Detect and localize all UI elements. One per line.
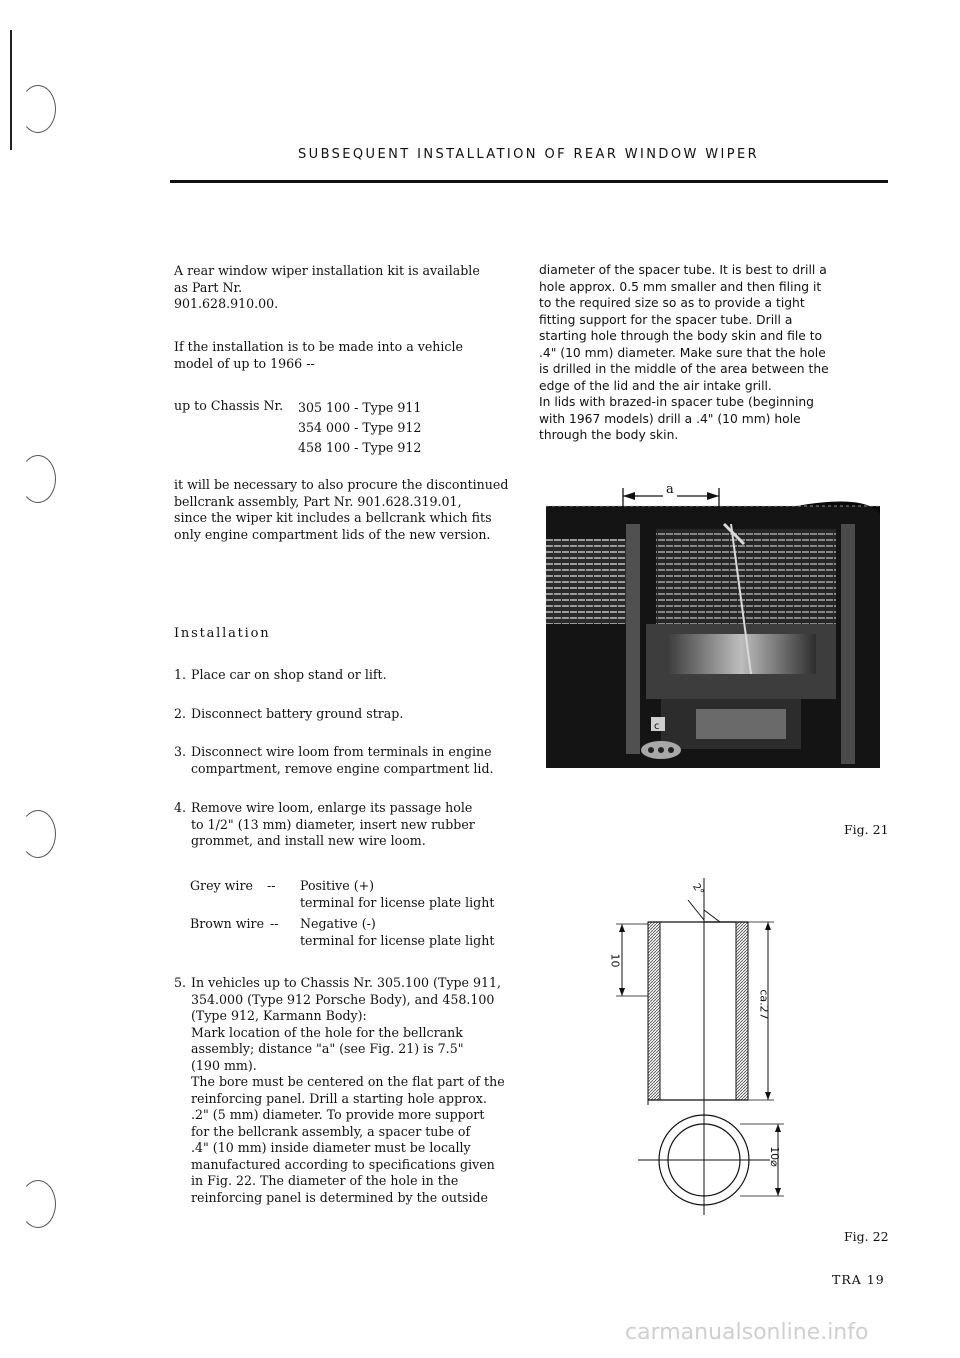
right-line: edge of the lid and the air intake grill. (539, 378, 772, 393)
wire-grey-desc (300, 878, 494, 911)
fig22-svg (608, 870, 828, 1230)
step-number: 4. (174, 800, 187, 815)
wire-grey-dash: -- (267, 878, 276, 893)
chassis-item: 458 100 - Type 912 (298, 440, 422, 455)
fig21-photo (546, 484, 880, 768)
fig21-photo-svg (546, 484, 880, 768)
step-text: grommet, and install new wire loom. (191, 833, 426, 848)
step-text: for the bellcrank assembly, a spacer tube of (191, 1123, 471, 1139)
if-line: If the installation is to be made into a vehicle (174, 339, 463, 354)
step-text: 354.000 (Type 912 Porsche Body), and 458.100 (191, 991, 495, 1007)
step-text: Place car on shop stand or lift. (191, 667, 387, 682)
intro-line: 901.628.910.00. (174, 296, 279, 311)
dimension-label-a: a (666, 482, 674, 497)
procure-line: only engine compartment lids of the new version. (174, 526, 491, 542)
fig22-drawing (608, 870, 828, 1230)
wire-grey-name: Grey wire (190, 878, 253, 893)
step-3 (174, 744, 534, 777)
step-text: Mark location of the hole for the bellcrank (191, 1024, 463, 1040)
photo-label-c: c (654, 721, 660, 732)
dim-angle: 2° (690, 881, 706, 898)
binder-hole (20, 1180, 56, 1228)
wire-brown-dash: -- (270, 916, 279, 931)
section-heading: Installation (174, 626, 271, 641)
fig21-caption: Fig. 21 (844, 822, 889, 837)
dim-10-diameter: 10⌀ (767, 1146, 781, 1167)
wire-desc-line: terminal for license plate light (300, 894, 495, 910)
step-text: reinforcing panel is determined by the outside (191, 1189, 489, 1205)
chassis-label: up to Chassis Nr. (174, 398, 284, 413)
step-text: reinforcing panel. Drill a starting hole approx. (191, 1090, 487, 1106)
right-line: hole approx. 0.5 mm smaller and then filing it (539, 279, 822, 294)
right-line: starting hole through the body skin and file to (539, 329, 823, 343)
intro-line: A rear window wiper installation kit is available (174, 263, 480, 278)
step-text: .2" (5 mm) diameter. To provide more support (191, 1107, 485, 1122)
step-text: (190 mm). (191, 1057, 257, 1073)
step-text: in Fig. 22. The diameter of the hole in the (191, 1173, 459, 1188)
binder-hole (20, 810, 56, 858)
step-1 (174, 667, 534, 684)
step-number: 3. (174, 744, 187, 759)
binder-hole (20, 455, 56, 503)
dim-ca27: ca.27 (757, 989, 771, 1020)
step-2 (174, 706, 534, 723)
right-line: In lids with brazed-in spacer tube (beginning (539, 395, 814, 409)
step-text: Disconnect wire loom from terminals in engine (191, 744, 492, 759)
right-line: with 1967 models) drill a .4" (10 mm) hole (539, 411, 801, 426)
step-text: compartment, remove engine compartment lid. (191, 760, 494, 776)
step-text: In vehicles up to Chassis Nr. 305.100 (Type 911, (191, 975, 502, 990)
if-line: model of up to 1966 -- (174, 355, 315, 371)
step-number: 2. (174, 706, 187, 721)
procure-line: bellcrank assembly, Part Nr. 901.628.319.01, (174, 493, 462, 509)
procure-paragraph (174, 477, 534, 543)
chassis-list (298, 398, 421, 458)
step-text: .4" (10 mm) inside diameter must be locally (191, 1140, 471, 1155)
step-number: 1. (174, 667, 187, 682)
step-text: to 1/2" (13 mm) diameter, insert new rubber (191, 816, 475, 832)
step-text: manufactured according to specifications given (191, 1156, 495, 1172)
right-line: .4" (10 mm) diameter. Make sure that the hole (539, 345, 826, 360)
step-4 (174, 800, 534, 850)
page-title: SUBSEQUENT INSTALLATION OF REAR WINDOW WIPER (298, 147, 760, 162)
step-text: Disconnect battery ground strap. (191, 706, 404, 721)
intro-paragraph (174, 263, 534, 313)
binder-hole (20, 85, 56, 133)
wire-brown-desc (300, 916, 494, 949)
right-line: to the required size so as to provide a tight (539, 296, 805, 310)
step-text: The bore must be centered on the flat part of the (191, 1074, 505, 1089)
procure-line: it will be necessary to also procure the discontinued (174, 477, 509, 492)
right-line: through the body skin. (539, 428, 679, 442)
fig22-caption: Fig. 22 (844, 1229, 889, 1244)
wire-desc-line: Negative (-) (300, 916, 376, 931)
dim-10: 10 (608, 953, 622, 968)
chassis-item: 305 100 - Type 911 (298, 400, 422, 415)
chassis-item: 354 000 - Type 912 (298, 420, 422, 435)
right-paragraph (539, 262, 899, 444)
intro-line: as Part Nr. (174, 279, 243, 295)
right-line: is drilled in the middle of the area between the (539, 362, 829, 376)
step-text: assembly; distance "a" (see Fig. 21) is 7.5" (191, 1041, 464, 1056)
step-number: 5. (174, 975, 187, 990)
right-line: diameter of the spacer tube. It is best to drill a (539, 263, 827, 277)
page-number: TRA 19 (832, 1272, 885, 1287)
step-5 (174, 975, 534, 1206)
step-text: Remove wire loom, enlarge its passage hole (191, 800, 473, 815)
if-paragraph (174, 339, 534, 372)
right-line: fitting support for the spacer tube. Drill a (539, 312, 793, 327)
wire-desc-line: Positive (+) (300, 878, 375, 893)
page-edge-line (10, 30, 12, 150)
header-rule (170, 180, 888, 183)
wire-brown-name: Brown wire (190, 916, 265, 931)
wire-desc-line: terminal for license plate light (300, 932, 495, 948)
procure-line: since the wiper kit includes a bellcrank which fits (174, 510, 492, 525)
step-text: (Type 912, Karmann Body): (191, 1008, 367, 1023)
watermark: carmanualsonline.info (625, 1320, 869, 1345)
